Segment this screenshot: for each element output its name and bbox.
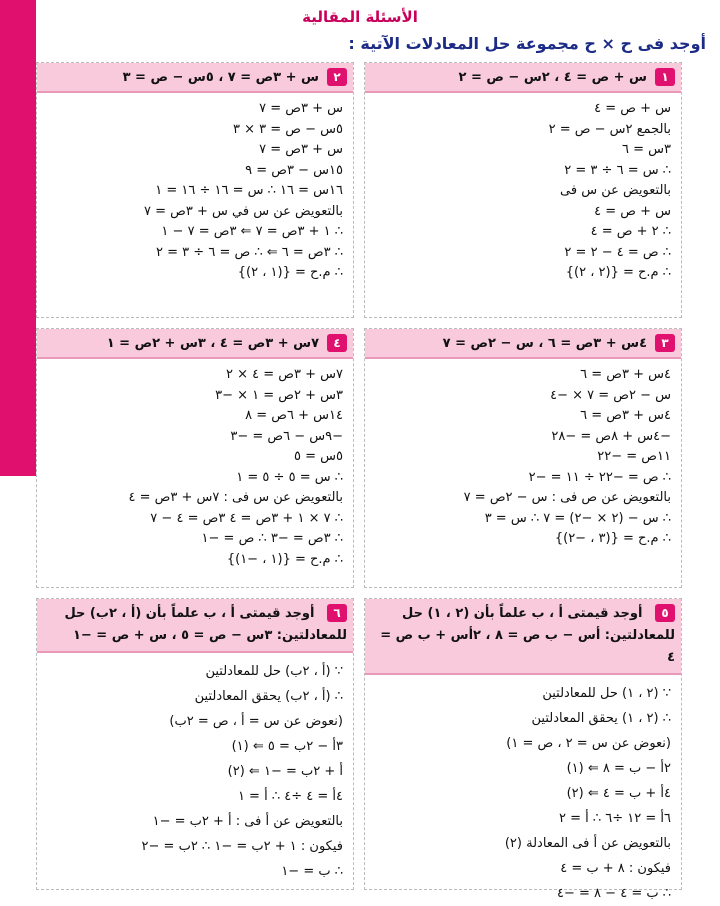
problem-6-panel bbox=[36, 598, 354, 890]
problem-3-number: ٣ bbox=[655, 334, 675, 352]
solution-line: ٤س + ٣ص = ٦ bbox=[580, 367, 671, 382]
solution-line: أ + ٢ب = −١ ⇐ (٢) bbox=[227, 764, 343, 779]
problem-2-number: ٢ bbox=[327, 68, 347, 86]
problem-3-panel bbox=[364, 328, 682, 588]
problem-6-equation: أوجد قيمتى أ ، ب علماً بأن (أ ، ٢ب) حل للمعادلتين: ٣س − ص = ٥ ، س + ص = −١ bbox=[64, 606, 347, 643]
solution-line: س + ٣ص = ٧ bbox=[259, 142, 343, 157]
solution-line: ∵ (٢ ، ١) حل للمعادلتين bbox=[542, 686, 671, 701]
solution-line: ∴ م.ح = {(٢ ، ٢)} bbox=[565, 265, 671, 280]
solution-line: ٧س + ٣ص = ٤ × ٢ bbox=[225, 367, 343, 382]
problem-2-panel bbox=[36, 62, 354, 318]
problem-6-number: ٦ bbox=[327, 604, 347, 622]
solution-line: ∴ ب = −١ bbox=[281, 864, 343, 879]
problem-5-panel bbox=[364, 598, 682, 901]
solution-line: بالتعويض عن أ فى المعادلة (٢) bbox=[504, 836, 671, 851]
solution-line: ∴ م.ح = {(١ ، −١)} bbox=[226, 551, 343, 567]
solution-line: س + ص = ٤ bbox=[594, 101, 671, 116]
solution-line: ∴ ٣ص = ٦ ⇐ ∴ ص = ٦ ÷ ٣ = ٢ bbox=[156, 244, 343, 260]
solution-line: س − ٢ص = ٧ × −٤ bbox=[550, 387, 671, 403]
solution-line: −٩س − ٦ص = −٣ bbox=[230, 428, 343, 444]
solution-line: ٤أ = ٤ ÷٤ ∴ أ = ١ bbox=[237, 789, 343, 804]
solution-line: بالتعويض عن س فى : ٧س + ٣ص = ٤ bbox=[128, 490, 343, 505]
solution-line: ∴ ص = ٤ − ٢ = ٢ bbox=[564, 244, 671, 260]
solution-line: −٤س + ٨ص = −٢٨ bbox=[551, 428, 671, 444]
solution-line: ٦أ = ١٢ ÷٦ ∴ أ = ٢ bbox=[558, 811, 671, 826]
problem-6-header bbox=[37, 599, 353, 653]
solution-line: ∴ (أ ، ٢ب) يحقق المعادلتين bbox=[194, 689, 343, 704]
solution-line: ١٥س − ٣ص = ٩ bbox=[245, 162, 343, 178]
solution-line: بالتعويض عن س في س + ٣ص = ٧ bbox=[144, 203, 343, 219]
solution-line: ٤س + ٣ص = ٦ bbox=[580, 408, 671, 423]
problem-1-equation: س + ص = ٤ ، ٢س − ص = ٢ bbox=[458, 69, 647, 85]
problem-3-equation: ٤س + ٣ص = ٦ ، س − ٢ص = ٧ bbox=[442, 335, 647, 351]
problem-4-header bbox=[37, 329, 353, 359]
solution-line: ∴ ص = −٢٢ ÷ ١١ = −٢ bbox=[528, 469, 671, 485]
problem-5-number: ٥ bbox=[655, 604, 675, 622]
solution-line: ∴ ٢ + ص = ٤ bbox=[590, 224, 671, 239]
solution-line: (نعوض عن س = أ ، ص = ٢ب) bbox=[169, 714, 343, 729]
problem-4-panel bbox=[36, 328, 354, 588]
problem-1-panel bbox=[364, 62, 682, 318]
solution-line: ١٦س = ١٦ ∴ س = ١٦ ÷ ١٦ = ١ bbox=[155, 183, 343, 198]
solution-line: س + ص = ٤ bbox=[594, 203, 671, 219]
problem-1-header bbox=[365, 63, 681, 93]
solution-line: س + ٣ص = ٧ bbox=[259, 101, 343, 116]
solution-line: بالتعويض عن ص فى : س − ٢ص = ٧ bbox=[463, 490, 671, 505]
solution-line: ٣أ − ٢ب = ٥ ⇐ (١) bbox=[231, 739, 343, 754]
solution-line: ٤أ + ب = ٤ ⇐ (٢) bbox=[566, 786, 671, 801]
problem-4-equation: ٧س + ٣ص = ٤ ، ٣س + ٢ص = ١ bbox=[106, 335, 319, 351]
problem-2-header bbox=[37, 63, 353, 93]
solution-line: فيكون : ١ + ٢ب = −١ ∴ ٢ب = −٢ bbox=[141, 839, 343, 854]
solution-line: ∴ ٣ص = −٣ ∴ ص = −١ bbox=[201, 531, 343, 546]
solution-line: ∴ س = ٥ ÷ ٥ = ١ bbox=[236, 469, 343, 485]
problem-4-number: ٤ bbox=[327, 334, 347, 352]
left-accent-bar bbox=[0, 0, 36, 476]
solution-line: ∴ س − (٢ × −٢) = ٧ ∴ س = ٣ bbox=[484, 510, 671, 526]
solution-line: ∴ م.ح = {(١ ، ٢)} bbox=[237, 265, 343, 280]
solution-line: ٣س = ٦ bbox=[622, 142, 671, 157]
solution-line: ١٤س + ٦ص = ٨ bbox=[245, 408, 343, 423]
problem-3-header bbox=[365, 329, 681, 359]
section-title: الأسئلة المقالية bbox=[302, 8, 418, 26]
solution-line: ١١ص = −٢٢ bbox=[597, 449, 671, 464]
problem-2-equation: س + ٣ص = ٧ ، ٥س − ص = ٣ bbox=[122, 69, 319, 85]
solution-line: بالجمع ٢س − ص = ٢ bbox=[548, 121, 671, 137]
solution-line: ∴ س = ٦ ÷ ٣ = ٢ bbox=[564, 162, 671, 178]
solution-line: ∵ (أ ، ٢ب) حل للمعادلتين bbox=[205, 664, 343, 679]
solution-line: ∴ (٢ ، ١) يحقق المعادلتين bbox=[531, 711, 671, 726]
solution-line: (نعوض عن س = ٢ ، ص = ١) bbox=[506, 736, 671, 751]
solution-line: ∴ ١ + ٣ص = ٧ ⇐ ٣ص = ٧ − ١ bbox=[161, 224, 343, 239]
solution-line: ∴ م.ح = {(٣ ، −٢)} bbox=[554, 531, 671, 546]
solution-line: بالتعويض عن أ فى : أ + ٢ب = −١ bbox=[152, 814, 343, 829]
solution-line: ٢أ − ب = ٨ ⇐ (١) bbox=[566, 761, 671, 776]
solution-line: ٣س + ٢ص = ١ × −٣ bbox=[215, 387, 343, 403]
solution-line: فيكون : ٨ + ب = ٤ bbox=[560, 861, 671, 876]
instruction: أوجد فى ح × ح مجموعة حل المعادلات الآتية : bbox=[348, 34, 706, 53]
solution-line: ٥س − ص = ٣ × ٣ bbox=[232, 121, 343, 137]
solution-line: ٥س = ٥ bbox=[294, 449, 343, 464]
problem-5-header bbox=[365, 599, 681, 675]
problem-5-equation: أوجد قيمتى أ ، ب علماً بأن (٢ ، ١) حل للمعادلتين: أس − ب ص = ٨ ، ٢أس + ب ص = ٤ bbox=[380, 606, 675, 665]
solution-line: بالتعويض عن س فى bbox=[560, 183, 671, 198]
solution-line: ∴ ٧ × ١ + ٣ص = ٤ ٣ص = ٤ − ٧ bbox=[150, 510, 343, 526]
solution-line: ∴ ب = ٤ − ٨ = −٤ bbox=[557, 886, 671, 901]
problem-1-number: ١ bbox=[655, 68, 675, 86]
